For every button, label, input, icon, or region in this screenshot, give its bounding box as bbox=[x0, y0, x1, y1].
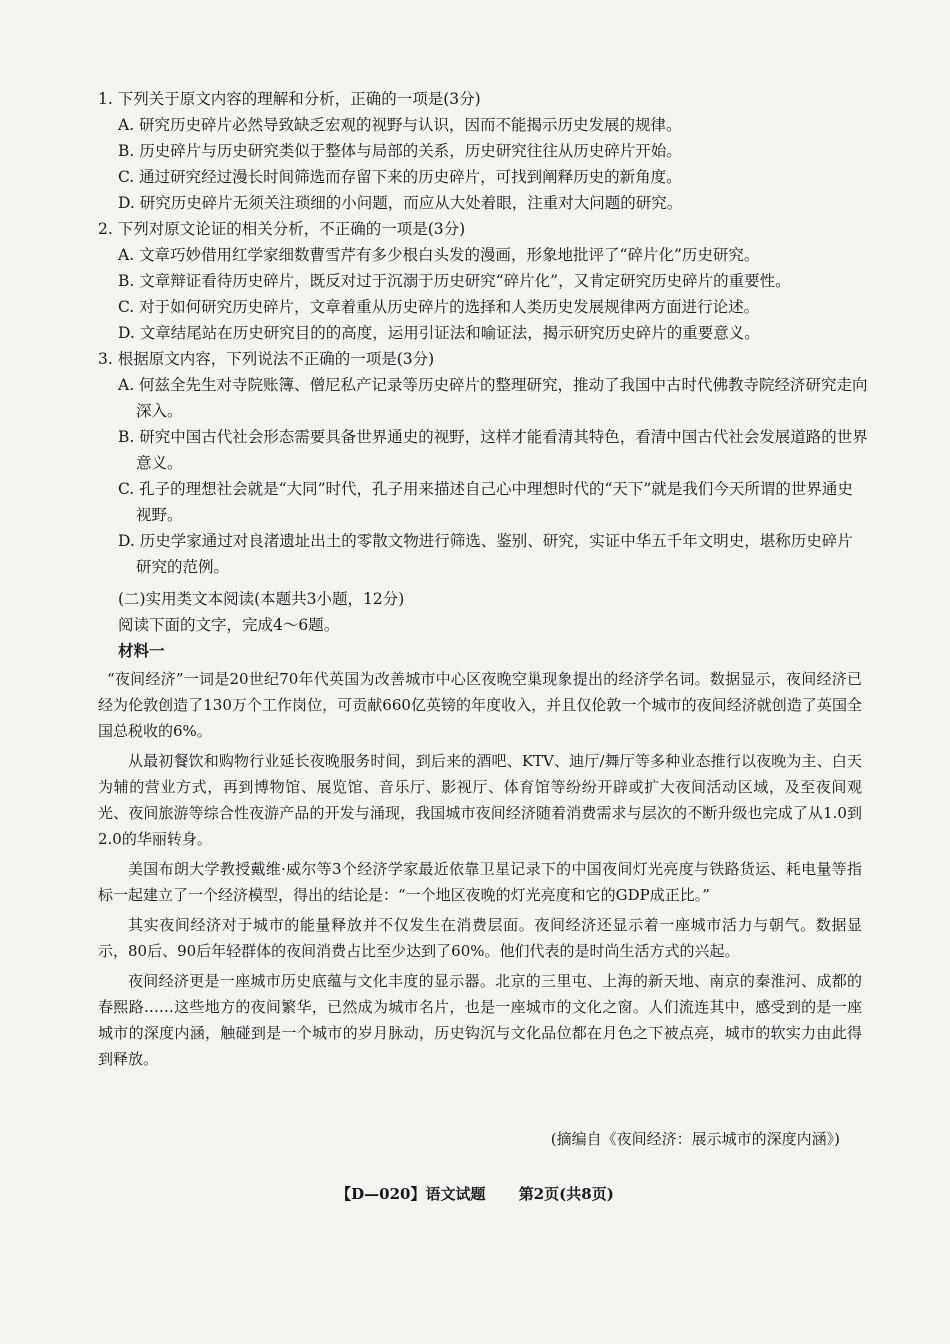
question-stem: 3. 根据原文内容，下列说法不正确的一项是(3分) bbox=[98, 350, 435, 368]
passage-source: (摘编自《夜间经济：展示城市的深度内涵》) bbox=[550, 1130, 840, 1148]
option-d: D. 文章结尾站在历史研究目的的高度，运用引证法和喻证法，揭示研究历史碎片的重要意义。 bbox=[118, 324, 760, 342]
question-1 bbox=[98, 86, 898, 216]
option-a: A. 研究历史碎片必然导致缺乏宏观的视野与认识，因而不能揭示历史发展的规律。 bbox=[118, 116, 682, 134]
option-c: C. 孔子的理想社会就是“大同”时代，孔子用来描述自己心中理想时代的“天下”就是我们今天所谓的世界通史视野。 bbox=[118, 480, 853, 524]
passage-paragraph: 从最初餐饮和购物行业延长夜晚服务时间，到后来的酒吧、KTV、迪厅/舞厅等多种业态推行以夜晚为主、白天为辅的营业方式，再到博物馆、展览馆、音乐厅、影视厅、体育馆等纷纷开辟或扩大夜间活动区域，及至夜间观光、夜间旅游等综合性夜游产品的开发与涌现，我国城市夜间经济随着消费需求与层次的不断升级也完成了从1.0到2.0的华丽转身。 bbox=[98, 752, 862, 848]
page-footer bbox=[0, 1183, 950, 1204]
question-3 bbox=[98, 346, 868, 580]
question-stem: 2. 下列对原文论证的相关分析，不正确的一项是(3分) bbox=[98, 220, 466, 238]
passage-paragraph: “夜间经济”一词是20世纪70年代英国为改善城市中心区夜晚空巢现象提出的经济学名词。数据显示，夜间经济已经为伦敦创造了130万个工作岗位，可贡献660亿英镑的年度收入，并且仅伦敦一个城市的夜间经济就创造了英国全国总税收的6%。 bbox=[98, 670, 862, 740]
exam-code: 【D—020】语文试题 bbox=[336, 1185, 486, 1203]
section-instruction: 阅读下面的文字，完成4～6题。 bbox=[118, 616, 340, 634]
option-c: C. 对于如何研究历史碎片，文章着重从历史碎片的选择和人类历史发展规律两方面进行论述。 bbox=[118, 298, 760, 316]
option-d: D. 历史学家通过对良渚遗址出土的零散文物进行筛选、鉴别、研究，实证中华五千年文明史，堪称历史碎片研究的范例。 bbox=[118, 532, 853, 576]
question-2 bbox=[98, 216, 898, 346]
option-b: B. 历史碎片与历史研究类似于整体与局部的关系，历史研究往往从历史碎片开始。 bbox=[118, 142, 682, 160]
option-c: C. 通过研究经过漫长时间筛选而存留下来的历史碎片，可找到阐释历史的新角度。 bbox=[118, 168, 682, 186]
reading-passage bbox=[98, 666, 862, 1076]
material-title: 材料一 bbox=[118, 641, 165, 660]
passage-paragraph: 其实夜间经济对于城市的能量释放并不仅发生在消费层面。夜间经济还显示着一座城市活力与朝气。数据显示，80后、90后年轻群体的夜间消费占比至少达到了60%。他们代表的是时尚生活方式的兴起。 bbox=[98, 916, 862, 960]
option-b: B. 文章辩证看待历史碎片，既反对过于沉溺于历史研究“碎片化”，又肯定研究历史碎片的重要性。 bbox=[118, 272, 791, 290]
question-stem: 1. 下列关于原文内容的理解和分析，正确的一项是(3分) bbox=[98, 90, 481, 108]
page-number: 第2页(共8页) bbox=[518, 1185, 614, 1203]
section-heading: (二)实用类文本阅读(本题共3小题，12分) bbox=[118, 590, 405, 608]
option-d: D. 研究历史碎片无须关注琐细的小问题，而应从大处着眼，注重对大问题的研究。 bbox=[118, 194, 683, 212]
passage-paragraph: 美国布朗大学教授戴维·威尔等3个经济学家最近依靠卫星记录下的中国夜间灯光亮度与铁路货运、耗电量等指标一起建立了一个经济模型，得出的结论是：“一个地区夜晚的灯光亮度和它的GDP成正比。” bbox=[98, 860, 862, 904]
option-b: B. 研究中国古代社会形态需要具备世界通史的视野，这样才能看清其特色，看清中国古代社会发展道路的世界意义。 bbox=[118, 428, 868, 472]
option-a: A. 何兹全先生对寺院账簿、僧尼私产记录等历史碎片的整理研究，推动了我国中古时代佛教寺院经济研究走向深入。 bbox=[118, 376, 868, 420]
option-a: A. 文章巧妙借用红学家细数曹雪芹有多少根白头发的漫画，形象地批评了“碎片化”历史研究。 bbox=[118, 246, 760, 264]
passage-paragraph: 夜间经济更是一座城市历史底蕴与文化丰度的显示器。北京的三里屯、上海的新天地、南京的秦淮河、成都的春熙路……这些地方的夜间繁华，已然成为城市名片，也是一座城市的文化之窗。人们流连其中，感受到的是一座城市的深度内涵，触碰到是一个城市的岁月脉动，历史钩沉与文化品位都在月色之下被点亮，城市的软实力由此得到释放。 bbox=[98, 972, 862, 1068]
